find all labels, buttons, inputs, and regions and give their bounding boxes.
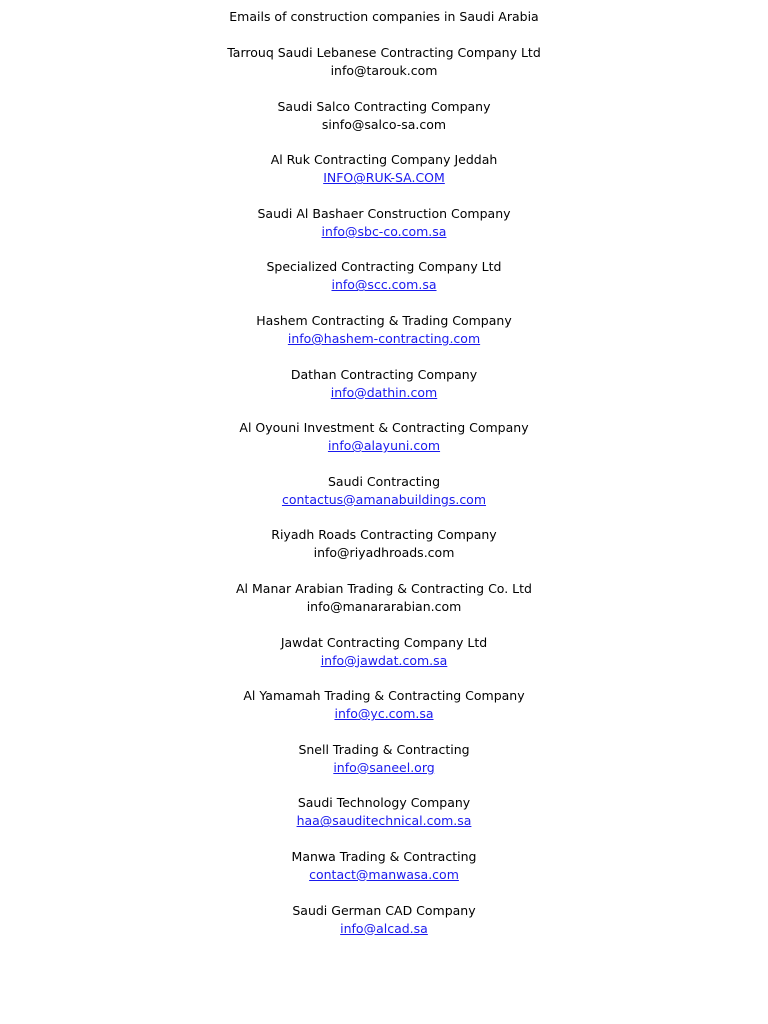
company-name: Saudi Contracting [328, 473, 440, 489]
company-entry [0, 98, 768, 152]
company-name: Saudi German CAD Company [292, 902, 476, 918]
company-name: Manwa Trading & Contracting [291, 848, 477, 864]
company-email-link[interactable]: info@alayuni.com [327, 438, 441, 454]
company-name: Al Yamamah Trading & Contracting Company [243, 688, 525, 704]
company-name: Snell Trading & Contracting [298, 741, 470, 757]
document-title: Emails of construction companies in Saudi Arabia [229, 9, 539, 24]
company-name: Hashem Contracting & Trading Company [256, 312, 512, 328]
company-entry [0, 848, 768, 902]
company-email-link[interactable]: haa@sauditechnical.com.sa [296, 813, 472, 829]
company-entry [0, 205, 768, 259]
company-entry [0, 794, 768, 848]
company-name: Saudi Technology Company [297, 795, 471, 811]
company-entry [0, 258, 768, 312]
company-email-text: info@riyadhroads.com [313, 545, 455, 561]
company-name: Riyadh Roads Contracting Company [271, 527, 497, 543]
company-email-link[interactable]: info@saneel.org [333, 759, 435, 775]
company-email-link[interactable]: info@yc.com.sa [334, 706, 434, 722]
company-entry [0, 473, 768, 527]
company-email-text: info@manararabian.com [306, 598, 462, 614]
company-email-link[interactable]: info@jawdat.com.sa [320, 652, 448, 668]
company-email-link[interactable]: info@dathin.com [330, 384, 438, 400]
company-email-link[interactable]: INFO@RUK-SA.COM [323, 170, 445, 186]
company-entry [0, 687, 768, 741]
company-email-link[interactable]: contact@manwasa.com [309, 866, 459, 882]
company-name: Al Manar Arabian Trading & Contracting Co. Ltd [236, 580, 532, 596]
company-entry [0, 634, 768, 688]
company-email-link[interactable]: info@hashem-contracting.com [287, 330, 481, 346]
company-name: Al Oyouni Investment & Contracting Company [239, 420, 529, 436]
company-name: Specialized Contracting Company Ltd [266, 259, 502, 275]
company-entry [0, 151, 768, 205]
company-email-link[interactable]: contactus@amanabuildings.com [281, 491, 487, 507]
company-entry [0, 580, 768, 634]
company-name: Tarrouq Saudi Lebanese Contracting Company Ltd [227, 45, 541, 60]
company-name: Saudi Salco Contracting Company [277, 98, 491, 114]
company-entry [0, 526, 768, 580]
company-entry [0, 741, 768, 795]
company-name: Dathan Contracting Company [290, 366, 478, 382]
company-email-text: sinfo@salco-sa.com [321, 116, 447, 132]
company-entry [0, 902, 768, 956]
company-entry [0, 44, 768, 98]
company-name: Saudi Al Bashaer Construction Company [257, 205, 511, 221]
company-email-text: info@tarouk.com [330, 63, 438, 78]
company-entry [0, 312, 768, 366]
company-name: Jawdat Contracting Company Ltd [280, 634, 488, 650]
company-name: Al Ruk Contracting Company Jeddah [270, 152, 498, 168]
company-list [0, 44, 768, 955]
company-entry [0, 366, 768, 420]
company-email-link[interactable]: info@scc.com.sa [331, 277, 437, 293]
company-email-link[interactable]: info@sbc-co.com.sa [321, 223, 447, 239]
company-email-link[interactable]: info@alcad.sa [340, 920, 428, 936]
company-entry [0, 419, 768, 473]
